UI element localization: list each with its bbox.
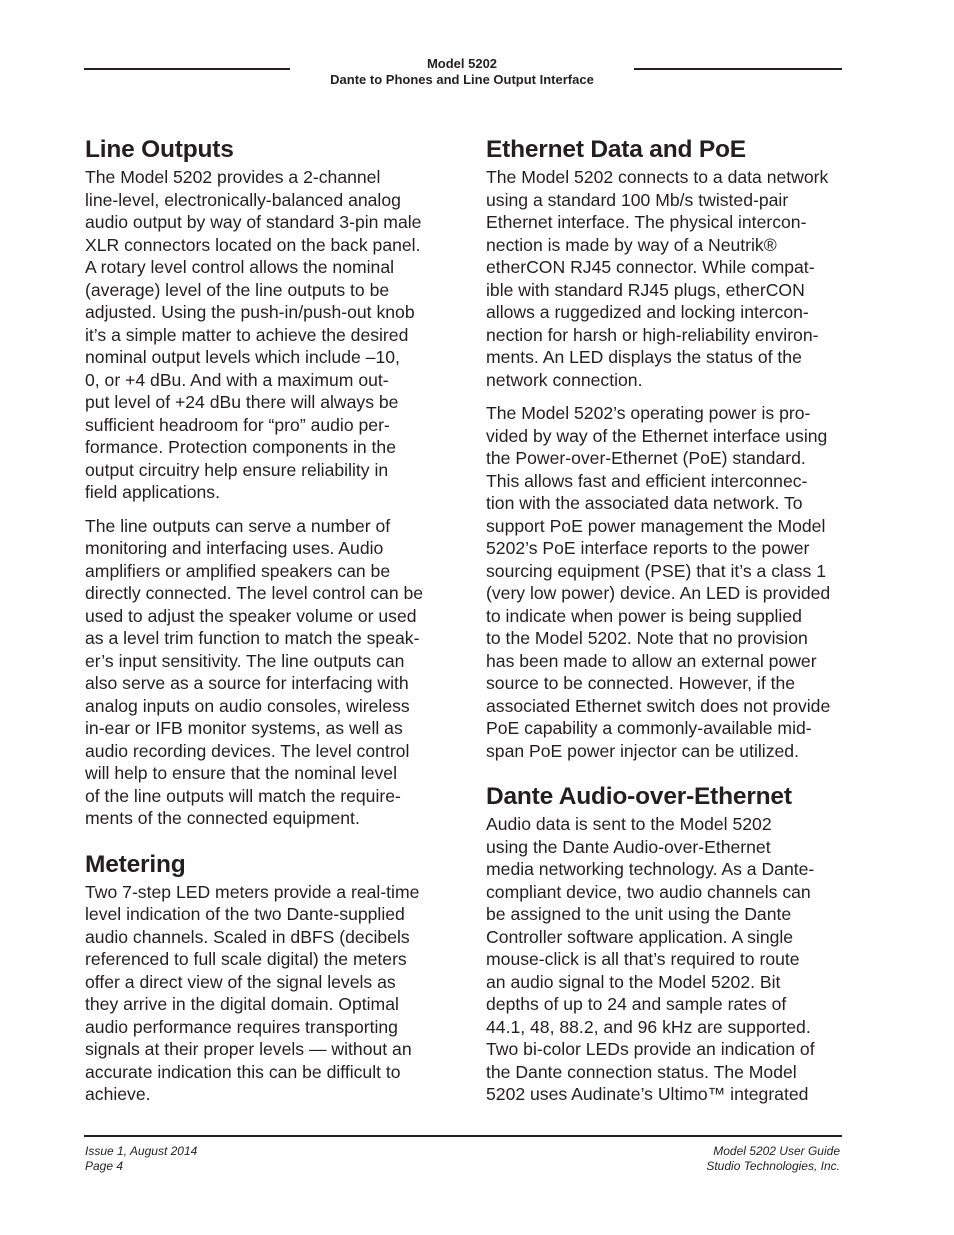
- footer-guide-title: Model 5202 User Guide: [713, 1144, 840, 1158]
- left-column: [85, 134, 445, 1117]
- section-heading-dante: Dante Audio-over-Ethernet: [486, 783, 792, 810]
- footer-right: [706, 1144, 840, 1174]
- header-rule-left: [84, 68, 290, 70]
- header-subtitle: Dante to Phones and Line Output Interface: [330, 72, 594, 87]
- section-heading-ethernet: Ethernet Data and PoE: [486, 136, 746, 163]
- paragraph: The Model 5202 connects to a data network using a standard 100 Mb/s twisted-pair Ethernet interface. The physical intercon- nection is made by way of a Neutrik® etherCON RJ45 connector. While compat- ible with standard RJ45 plugs, etherCON allows a ruggedized and locking intercon- nection for harsh or high-reliability environ- ments. An LED displays the status of the network connection.: [486, 167, 829, 390]
- section-heading-metering: Metering: [85, 850, 186, 878]
- right-column: [486, 134, 854, 1117]
- footer-left: [85, 1144, 197, 1174]
- paragraph: The Model 5202 provides a 2-channel line-level, electronically-balanced analog audio output by way of standard 3-pin male XLR connectors located on the back panel. A rotary level control allows the nominal (average) level of the line outputs to be adjusted. Using the push-in/push-out knob it’s a simple matter to achieve the desired nominal output levels which include –10, 0, or +4 dBu. And with a maximum out- put level of +24 dBu there will always be sufficient headroom for “pro” audio per- formance. Protection components in the output circuitry help ensure reliability in field applications.: [85, 167, 422, 502]
- footer-company: Studio Technologies, Inc.: [706, 1159, 840, 1173]
- section-heading-line-outputs: Line Outputs: [85, 136, 234, 163]
- footer-issue: Issue 1, August 2014: [85, 1144, 198, 1158]
- header-rule-right: [634, 68, 842, 70]
- paragraph: Two 7-step LED meters provide a real-time level indication of the two Dante-supplied audio channels. Scaled in dBFS (decibels referenced to full scale digital) the meters offer a direct view of the signal levels as they arrive in the digital domain. Optimal audio performance requires transporting signals at their proper levels — without an accurate indication this can be difficult to achieve.: [85, 881, 420, 1104]
- paragraph: The line outputs can serve a number of monitoring and interfacing uses. Audio amplifiers or amplified speakers can be directly connected. The level control can be used to adjust the speaker volume or used as a level trim function to match the speak- er’s input sensitivity. The line outputs can also serve as a source for interfacing with analog inputs on audio consoles, wireless in-ear or IFB monitor systems, as well as audio recording devices. The level control will help to ensure that the nominal level of the line outputs will match the require- ments of the connected equipment.: [85, 515, 424, 828]
- footer-page-number: Page 4: [85, 1159, 124, 1173]
- header-title: Model 5202: [426, 56, 498, 71]
- paragraph: Audio data is sent to the Model 5202 using the Dante Audio-over-Ethernet media networking technology. As a Dante- compliant device, two audio channels can be assigned to the unit using the Dante Controller software application. A single mouse-click is all that’s required to route an audio signal to the Model 5202. Bit depths of up to 24 and sample rates of 44.1, 48, 88.2, and 96 kHz are supported. Two bi-color LEDs provide an indication of the Dante connection status. The Model 5202 uses Audinate’s Ultimo™ integrated: [486, 814, 815, 1104]
- paragraph: The Model 5202’s operating power is pro- vided by way of the Ethernet interface using the Power-over-Ethernet (PoE) standard. This allows fast and efficient interconnec- tion with the associated data network. To support PoE power management the Model 5202’s PoE interface reports to the power sourcing equipment (PSE) that it’s a class 1 (very low power) device. An LED is provided to indicate when power is being supplied to the Model 5202. Note that no provision has been made to allow an external power source to be connected. However, if the associated Ethernet switch does not provide PoE capability a commonly-available mid- span PoE power injector can be utilized.: [486, 403, 831, 761]
- footer-rule: [84, 1135, 842, 1137]
